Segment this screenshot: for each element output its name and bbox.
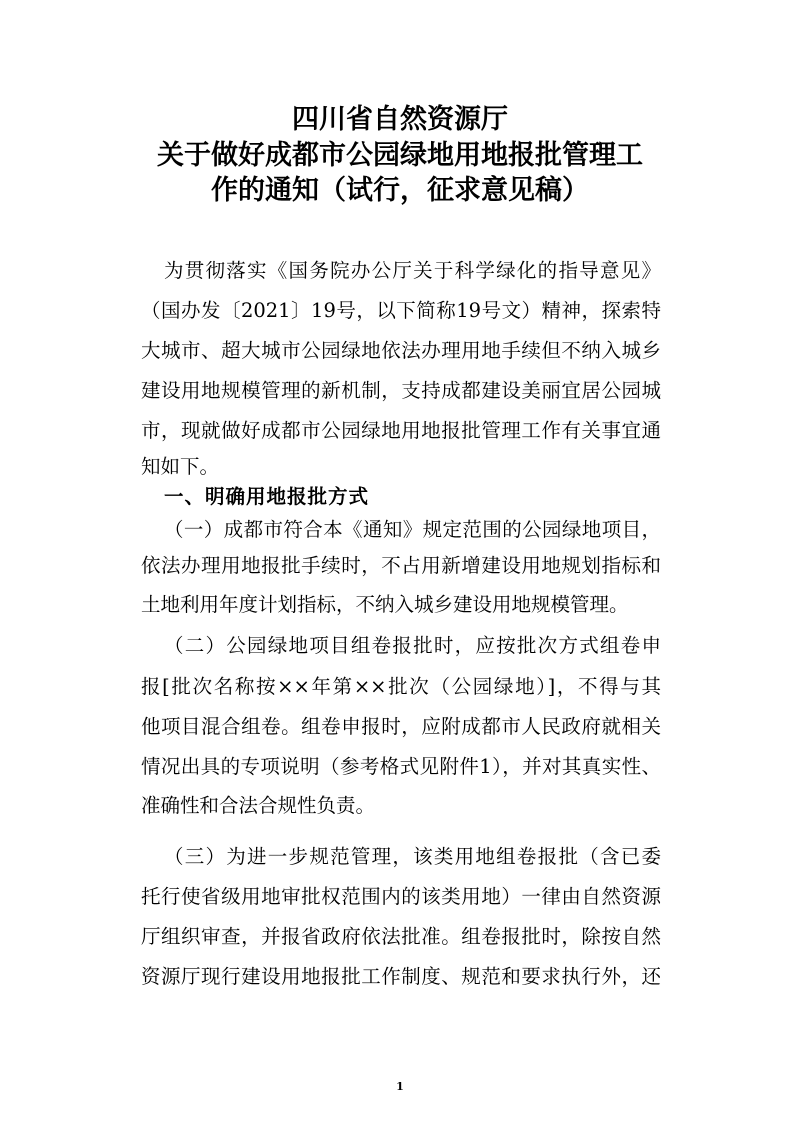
text-line: （二）公园绿地项目组卷报批时，应按批次方式组卷申 [164,634,661,657]
text-line: （国办发〔2021〕19号，以下简称19号文）精神，探索特 [141,299,661,322]
text-line: （一）成都市符合本《通知》规定范围的公园绿地项目， [164,518,661,541]
title-line: 四川省自然资源厅 [292,104,508,135]
section-heading: 一、明确用地报批方式 [164,485,370,508]
text-line: 情况出具的专项说明（参考格式见附件1），并对其真实性、 [141,755,661,778]
title-line: 关于做好成都市公园绿地用地报批管理工 [157,140,643,171]
text-line: 托行使省级用地审批权范围内的该类用地）一律由自然资源 [141,885,661,908]
text-line: 资源厅现行建设用地报批工作制度、规范和要求执行外，还 [141,965,661,988]
text-line: 知如下。 [141,455,220,478]
text-line: 建设用地规模管理的新机制，支持成都建设美丽宜居公园城 [141,379,661,402]
text-line: 厅组织审查，并报省政府依法批准。组卷报批时，除按自然 [141,925,661,948]
text-line: 为贯彻落实《国务院办公厅关于科学绿化的指导意见》 [164,259,661,282]
title-line: 作的通知（试行，征求意见稿） [211,175,589,206]
text-line: 他项目混合组卷。组卷申报时，应附成都市人民政府就相关 [141,715,661,738]
text-line: （三）为进一步规范管理，该类用地组卷报批（含已委 [164,845,661,868]
text-line: 大城市、超大城市公园绿地依法办理用地手续但不纳入城乡 [141,339,661,362]
text-line: 依法办理用地报批手续时，不占用新增建设用地规划指标和 [141,554,661,577]
text-line: 报[批次名称按××年第××批次（公园绿地）]，不得与其 [141,675,661,698]
text-line: 市，现就做好成都市公园绿地用地报批管理工作有关事宜通 [141,419,661,442]
page-number: 1 [396,1080,404,1093]
text-line: 土地利用年度计划指标，不纳入城乡建设用地规模管理。 [141,593,629,616]
text-line: 准确性和合法合规性负责。 [141,794,376,817]
